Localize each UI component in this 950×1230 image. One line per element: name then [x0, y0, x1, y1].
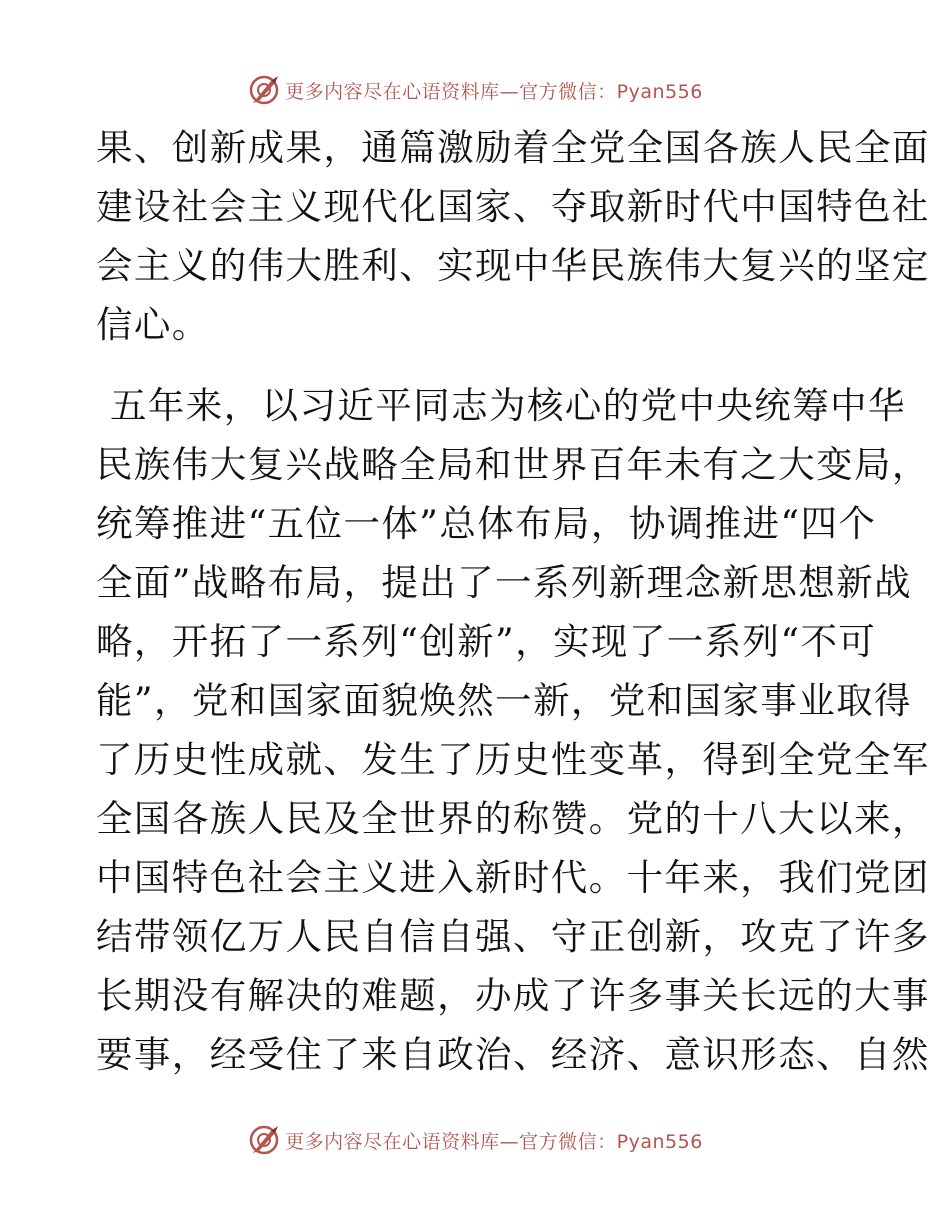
text-line: 要事，经受住了来自政治、经济、意识形态、自然	[96, 1033, 930, 1076]
text-line: 五年来，以习近平同志为核心的党中央统筹中华	[110, 384, 906, 427]
quill-pen-logo-icon	[247, 1123, 281, 1157]
text-line: 能”，党和国家面貌焕然一新，党和国家事业取得	[96, 679, 912, 722]
text-line: 长期没有解决的难题，办成了许多事关长远的大事	[96, 974, 930, 1017]
document-body	[96, 118, 930, 1084]
text-line: 信心。	[96, 303, 210, 346]
header-watermark-banner	[0, 70, 950, 110]
text-line: 会主义的伟大胜利、实现中华民族伟大复兴的坚定	[96, 244, 930, 287]
text-line: 建设社会主义现代化国家、夺取新时代中国特色社	[96, 185, 930, 228]
paragraph-1	[96, 118, 930, 354]
text-line: 结带领亿万人民自信自强、守正创新，攻克了许多	[96, 915, 930, 958]
text-line: 略，开拓了一系列“创新”，实现了一系列“不可	[96, 620, 877, 663]
paragraph-spacer	[96, 354, 856, 376]
text-line: 果、创新成果，通篇激励着全党全国各族人民全面	[96, 126, 930, 169]
text-line: 统筹推进“五位一体”总体布局，协调推进“四个	[96, 502, 877, 545]
quill-pen-logo-icon	[247, 73, 281, 107]
text-line: 全面”战略布局，提出了一系列新理念新思想新战	[96, 561, 912, 604]
footer-banner-text: 更多内容尽在心语资料库—官方微信：Pyan556	[285, 1130, 703, 1153]
text-line: 全国各族人民及全世界的称赞。党的十八大以来，	[96, 797, 930, 840]
footer-watermark-banner	[0, 1120, 950, 1160]
text-line: 了历史性成就、发生了历史性变革，得到全党全军	[96, 738, 930, 781]
text-line: 中国特色社会主义进入新时代。十年来，我们党团	[96, 856, 930, 899]
paragraph-2	[96, 376, 930, 1084]
header-banner-text: 更多内容尽在心语资料库—官方微信：Pyan556	[285, 80, 703, 103]
text-line: 民族伟大复兴战略全局和世界百年未有之大变局，	[96, 443, 930, 486]
